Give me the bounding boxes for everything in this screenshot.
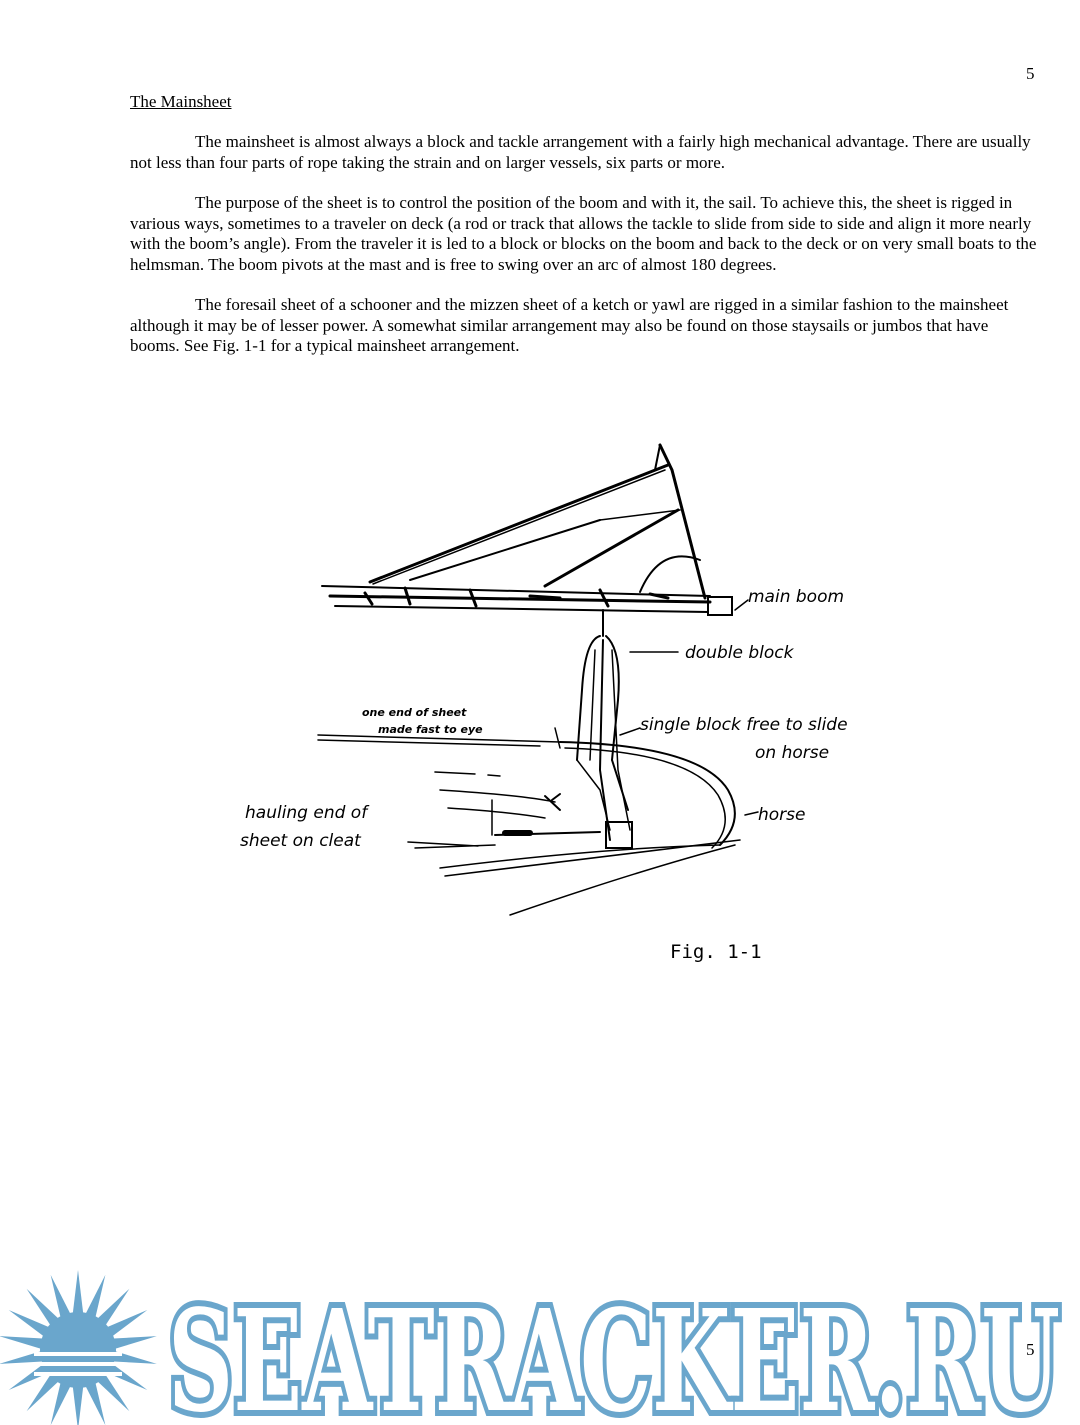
section-heading: The Mainsheet xyxy=(130,92,232,111)
label-hauling-2: sheet on cleat xyxy=(240,831,361,851)
label-single-block-2: on horse xyxy=(755,743,830,763)
document-body xyxy=(130,92,1040,377)
label-main-boom: main boom xyxy=(748,587,845,607)
page-number-top: 5 xyxy=(1026,64,1035,83)
figure-caption: Fig. 1-1 xyxy=(670,941,762,963)
label-single-block-1: single block free to slide xyxy=(640,715,848,735)
label-hauling-1: hauling end of xyxy=(245,803,368,823)
paragraph-2: The purpose of the sheet is to control the position of the boom and with it, the sail. To achieve this, the sheet is rigged in various ways, sometimes to a traveler on deck (a rod or track that allows the tackle to slide from side to side and align it more nearly with the boom’s angle). From the traveler it is led to a block or blocks on the boom and back to the deck or on very small boats to the helmsman. The boom pivots at the mast and is free to swing over an arc of almost 180 degrees. xyxy=(130,193,1037,274)
label-one-end-1: one end of sheet xyxy=(362,706,467,719)
footer-watermark xyxy=(0,1262,1080,1425)
sun-logo-icon xyxy=(0,1270,158,1425)
label-horse: horse xyxy=(758,805,806,825)
label-one-end-2: made fast to eye xyxy=(378,723,483,736)
watermark-text: SEATRACKER.RU xyxy=(168,1280,1060,1425)
page-number-bottom: 5 xyxy=(1026,1340,1035,1359)
label-double-block: double block xyxy=(685,643,794,663)
paragraph-1: The mainsheet is almost always a block and tackle arrangement with a fairly high mechanical advantage. There are usually not less than four parts of rope taking the strain and on larger vessels, six parts or more. xyxy=(130,132,1031,172)
paragraph-3: The foresail sheet of a schooner and the mizzen sheet of a ketch or yawl are rigged in a similar fashion to the mainsheet although it may be of lesser power. A somewhat similar arrangement may also be found on those staysails or jumbos that have booms. See Fig. 1-1 for a typical mainsheet arrangement. xyxy=(130,295,1009,355)
